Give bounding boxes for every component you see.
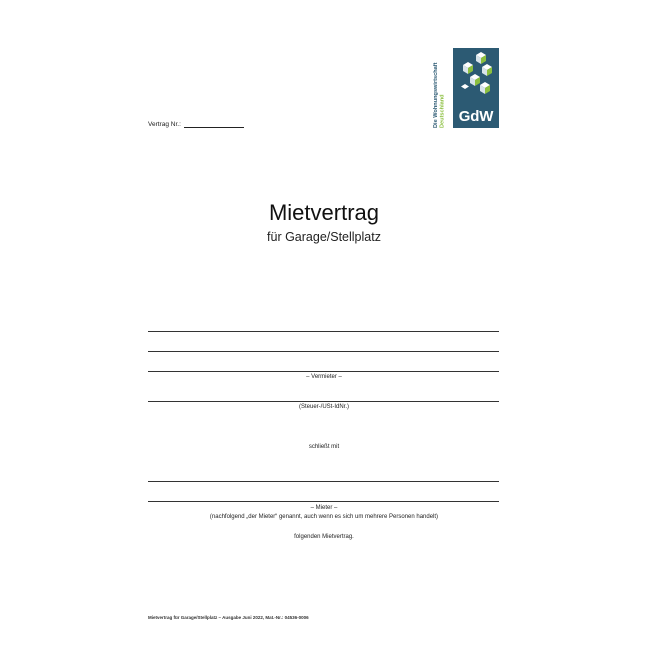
logo-tagline-line2: Deutschland bbox=[439, 94, 445, 128]
tenant-line-1[interactable] bbox=[148, 481, 499, 482]
concludes-text: schließt mit bbox=[308, 444, 340, 450]
tenant-note: (nachfolgend „der Mieter“ genannt, auch wenn es sich um mehrere Personen handelt) bbox=[209, 514, 439, 520]
landlord-line-2[interactable] bbox=[148, 351, 499, 352]
gdw-logo bbox=[453, 48, 499, 128]
logo-tagline-line1: Die Wohnungswirtschaft bbox=[433, 62, 439, 128]
tenant-line-2[interactable] bbox=[148, 501, 499, 502]
tax-id-label: (Steuer-/USt-IdNr.) bbox=[298, 404, 349, 410]
contract-number-label: Vertrag Nr.: bbox=[148, 121, 181, 128]
landlord-line-1[interactable] bbox=[148, 331, 499, 332]
contract-number bbox=[148, 121, 244, 128]
document-title: Mietvertrag bbox=[268, 200, 380, 225]
logo-tagline bbox=[431, 46, 445, 128]
closing-text: folgenden Mietvertrag. bbox=[294, 534, 354, 540]
contract-number-field[interactable] bbox=[184, 121, 244, 128]
logo-cubes-icon bbox=[453, 48, 499, 104]
landlord-line-3[interactable] bbox=[148, 371, 499, 372]
document-subtitle: für Garage/Stellplatz bbox=[267, 230, 381, 244]
tax-id-line[interactable] bbox=[148, 401, 499, 402]
landlord-label: – Vermieter – bbox=[306, 374, 342, 380]
tenant-label: – Mieter – bbox=[310, 505, 338, 511]
logo-brand: GdW bbox=[458, 108, 494, 125]
footer-text: Mietvertrag für Garage/Stellplatz – Ausgabe Juni 2022, Mat.-Nr.: 04536-0006 bbox=[148, 615, 309, 620]
